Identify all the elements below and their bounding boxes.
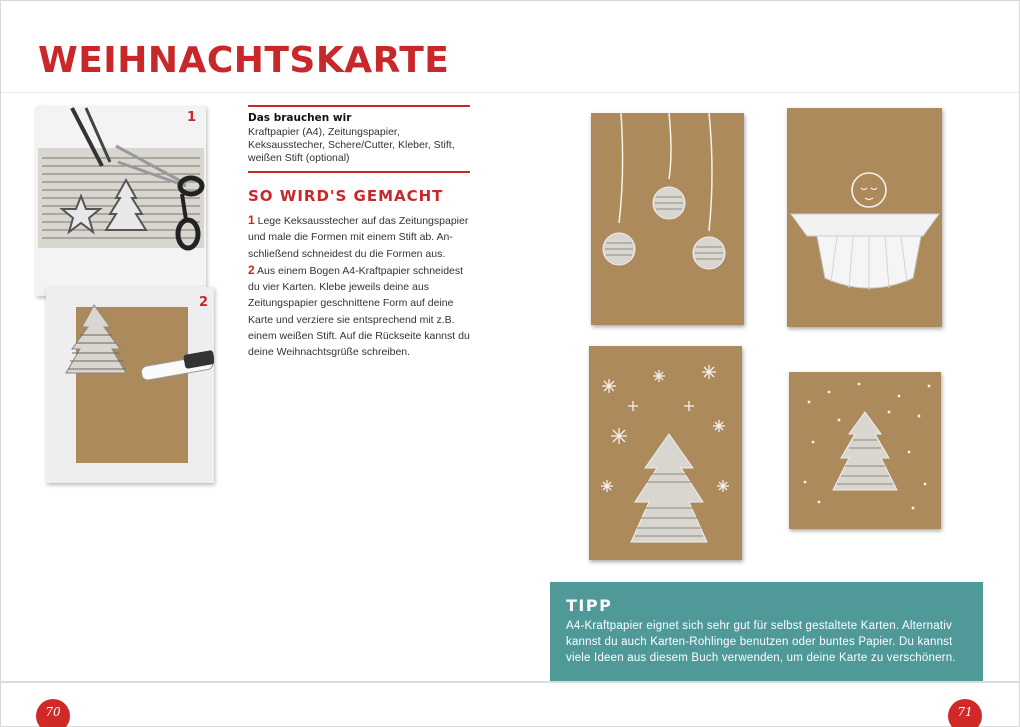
materials-title: Das brauchen wir <box>248 112 352 124</box>
tip-title: TIPP <box>566 596 613 615</box>
angel-illustration <box>787 108 942 327</box>
instructions-title: SO WIRD'S GEMACHT <box>248 187 444 205</box>
step-photo-number: 1 <box>186 110 196 125</box>
tip-box <box>550 582 983 682</box>
instruction-step <box>248 262 470 361</box>
instruction-steps <box>248 212 470 361</box>
step-text: Aus einem Bogen A4-Kraftpapier schneidest du vier Karten. Klebe jeweils deine aus Zeitungspapier geschnittene Form auf deine Karte und verziere sie entsprechend mit z.B. einem weißen Stift. Auf die Rückseite kannst du deine Weihnachtsgrüße schreiben. <box>248 264 470 359</box>
instruction-step <box>248 212 470 262</box>
card-ornaments <box>591 113 744 325</box>
page-number-right: 71 <box>948 699 982 727</box>
step-photo-number: 2 <box>198 295 208 310</box>
card-snowflakes-tree <box>589 346 742 560</box>
page-number-left: 70 <box>36 699 70 727</box>
step-number: 2 <box>248 262 255 277</box>
materials-list: Kraftpapier (A4), Zeitungspapier, Keksausstecher, Schere/Cutter, Kleber, Stift, weißen Stift (optional) <box>248 126 455 164</box>
card-dots-tree <box>789 372 941 529</box>
card-angel <box>787 108 942 327</box>
step-photo-1 <box>36 106 206 296</box>
photo-cutters-illustration <box>36 106 206 296</box>
tip-text: A4-Kraftpapier eignet sich sehr gut für selbst gestaltete Karten. Alternativ kannst du auch Karten-Rohlinge benutzen oder buntes Papier. Du kannst viele Ideen aus diesem Buch verwenden, um deine Karte zu verschönern. <box>566 620 956 664</box>
step-text: Lege Keksausstecher auf das Zeitungspapier und male die Formen mit einem Stift ab. Anschließend schneidest du die Formen aus. <box>248 215 469 260</box>
ornaments-illustration <box>591 113 744 325</box>
photo-card-illustration <box>46 287 214 483</box>
step-photo-2 <box>46 287 214 483</box>
step-number: 1 <box>248 213 255 227</box>
footer-rule <box>1 681 1019 683</box>
snowflake-tree-illustration <box>589 346 742 560</box>
page-title: WEIHNACHTSKARTE <box>38 40 450 81</box>
dots-tree-illustration <box>789 372 941 529</box>
materials-box <box>248 105 470 173</box>
